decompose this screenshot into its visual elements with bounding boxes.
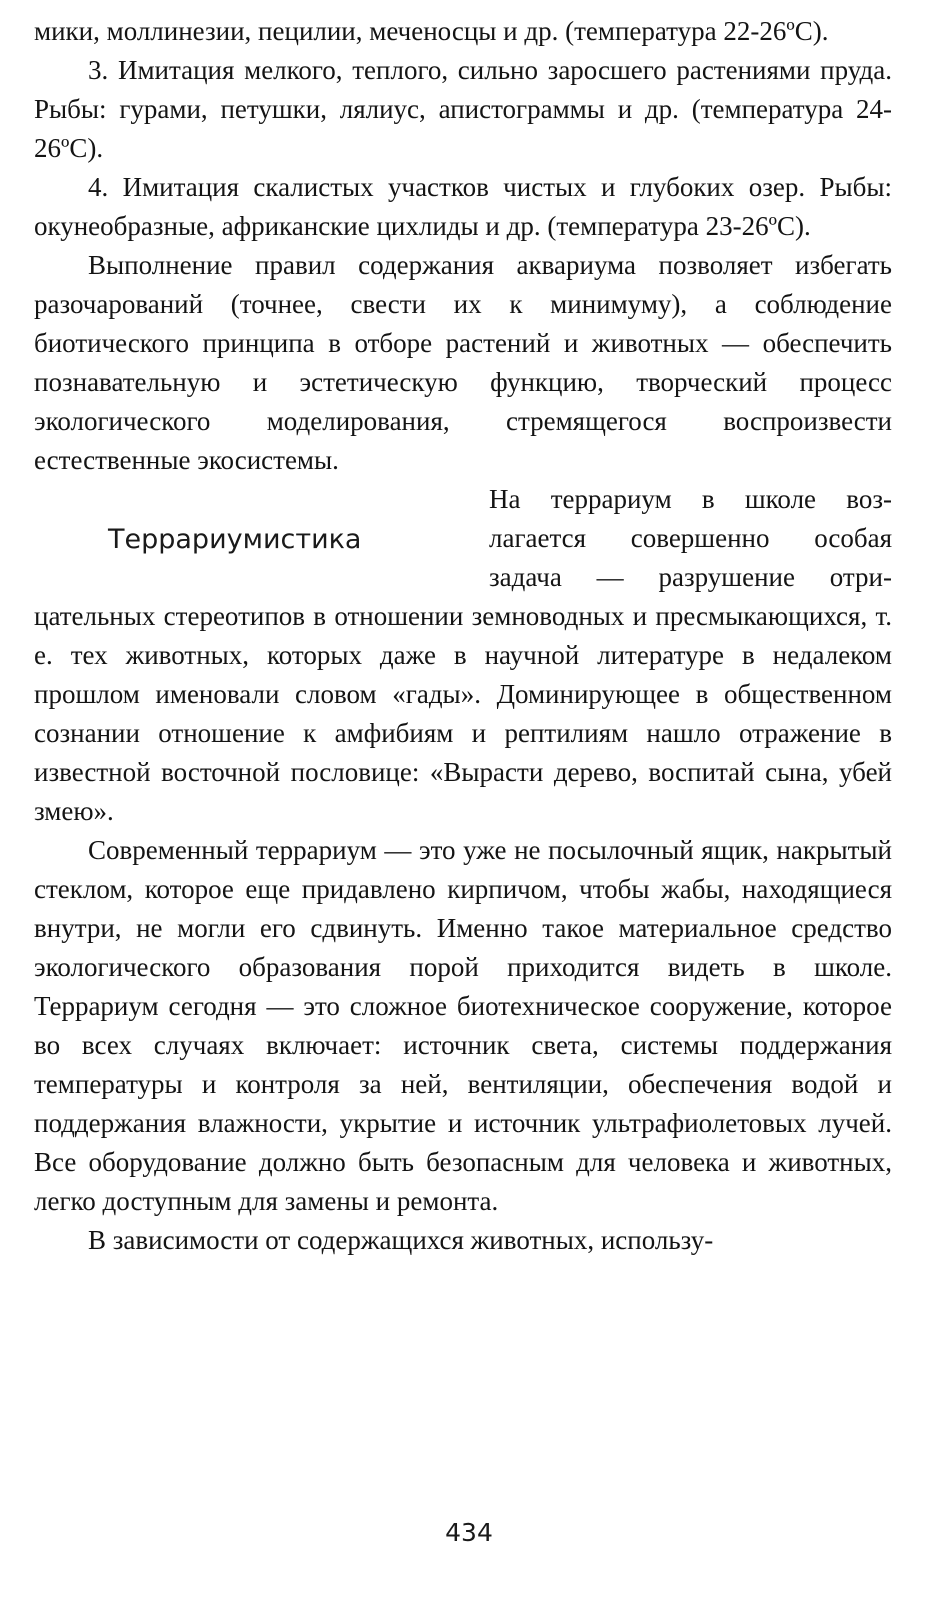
paragraph: цательных стереотипов в отношении земноводных и пресмыкающихся, т. е. тех животных, которых даже в научной литературе в недалеком прошлом именовали словом «гады». Доминирующее в общественном сознании отношение к амфибиям и рептилиям нашло отражение в известной восточной пословице: «Вырасти дерево, воспитай сына, убей змею».: [34, 601, 892, 826]
paragraph: 4. Имитация скалистых участков чистых и глубоких озер. Рыбы: окунеобразные, африканские цихлиды и др. (температура 23-26ºС).: [34, 172, 892, 241]
paragraph: 3. Имитация мелкого, теплого, сильно заросшего растениями пруда. Рыбы: гурами, петушки, лялиус, апистограммы и др. (температура 24-26ºС).: [34, 55, 892, 163]
paragraph: Выполнение правил содержания аквариума позволяет избегать разочарований (точнее, свести их к минимуму), а соблюдение биотического принципа в отборе растений и животных — обеспечить познавательную и эстетическую функцию, творческий процесс экологического моделирования, стремящегося воспроизвести естественные экосистемы.: [34, 250, 892, 475]
section-heading-block: [34, 480, 892, 597]
top-paragraphs: [34, 12, 892, 480]
heading-side-line: задача — разрушение отри-: [489, 562, 892, 592]
heading-side-text: [489, 480, 892, 597]
paragraph: мики, моллинезии, пецилии, меченосцы и др. (температура 22-26ºС).: [34, 16, 829, 46]
page-number: 434: [445, 1518, 493, 1547]
heading-side-line: лагается совершенно особая: [489, 523, 892, 553]
page-body: [34, 12, 892, 1260]
paragraph: В зависимости от содержащихся животных, использу-: [88, 1225, 714, 1255]
section-heading: Террариумистика: [108, 524, 362, 555]
bottom-paragraphs: [34, 597, 892, 1260]
paragraph: Современный террариум — это уже не посылочный ящик, накрытый стеклом, которое еще придавлено кирпичом, чтобы жабы, находящиеся внутри, не могли его сдвинуть. Именно такое материальное средство экологического образования порой приходится видеть в школе. Террариум сегодня — это сложное биотехническое сооружение, которое во всех случаях включает: источник света, системы поддержания температуры и контроля за ней, вентиляции, обеспечения водой и поддержания влажности, укрытие и источник ультрафиолетовых лучей. Все оборудование должно быть безопасным для человека и животных, легко доступным для замены и ремонта.: [34, 835, 892, 1216]
heading-side-line: На террариум в школе воз-: [489, 484, 892, 514]
